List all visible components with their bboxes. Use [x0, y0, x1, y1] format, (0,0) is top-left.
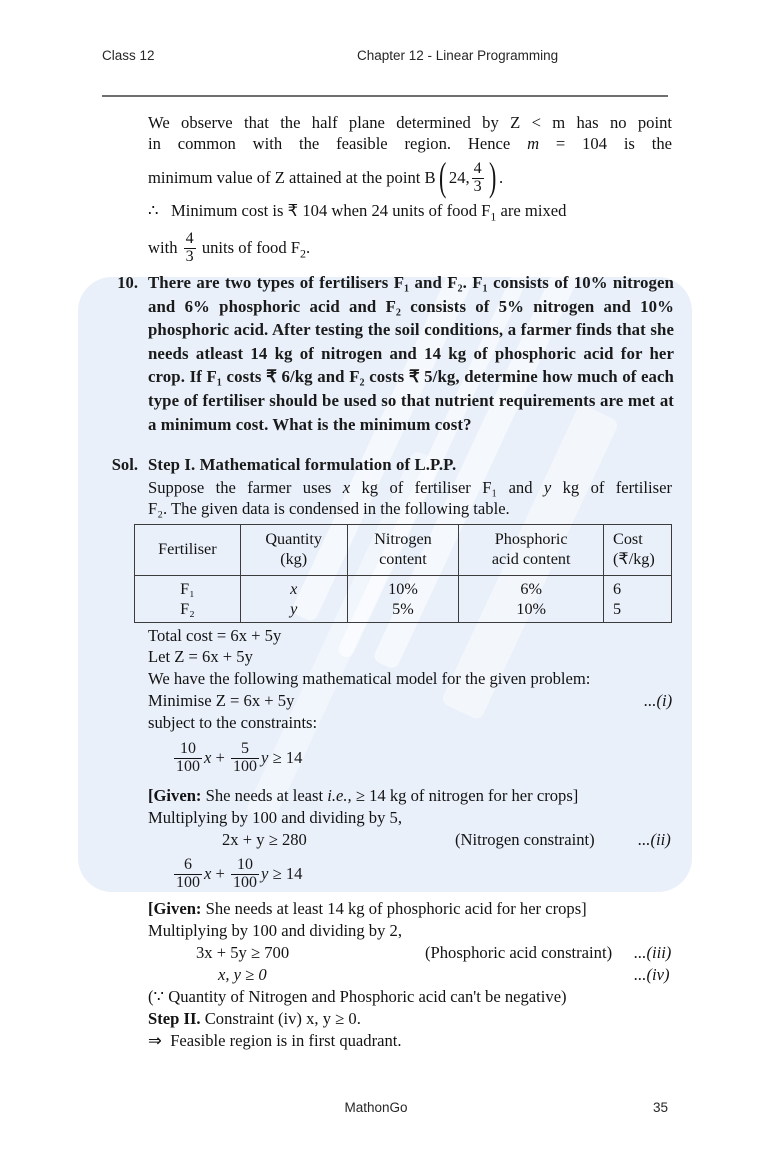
- therefore-symbol: ∴: [148, 201, 159, 220]
- fraction-numerator: 4: [185, 230, 194, 247]
- fraction-denominator: 100: [176, 873, 200, 891]
- relation-ge-14: ≥ 14: [272, 864, 303, 884]
- intro-line-2: [148, 133, 672, 154]
- fraction-10-100-b: [231, 857, 259, 892]
- fraction-four-thirds-2: [184, 231, 196, 266]
- cell-quantity-2: y: [240, 599, 347, 623]
- intro-mincost-b: are mixed: [496, 201, 567, 220]
- phosphoric-note: (Phosphoric acid constraint): [425, 943, 613, 962]
- fraction-denominator: 3: [185, 247, 194, 265]
- fraction-numerator: 6: [184, 856, 192, 873]
- phosphoric-result: 3x + 5y ≥ 700: [196, 943, 290, 962]
- given-text: She needs at least 14 kg of phosphoric acid for her crops]: [201, 899, 587, 918]
- intro-units-text: units of food F: [201, 238, 301, 258]
- table-header-nitrogen: [347, 525, 459, 576]
- variable-y: y: [261, 864, 269, 884]
- intro-mincost-a: Minimum cost is ₹ 104 when 24 units of food F: [171, 201, 491, 220]
- right-paren: ): [488, 153, 496, 199]
- table-header-phosphoric: [459, 525, 604, 576]
- variable-x: x: [342, 478, 351, 497]
- fraction-denominator: 100: [233, 873, 258, 891]
- solution-label: Sol.: [111, 455, 138, 474]
- given-text-b: ≥ 14 kg of nitrogen for her crops]: [351, 786, 579, 805]
- solution-heading-row: [104, 453, 674, 477]
- question-block: [104, 271, 674, 436]
- table-header-cost: [604, 525, 672, 576]
- fraction-numerator: 4: [473, 160, 482, 177]
- suppose-line-2: F₂. The given data is condensed in the following table.: [148, 499, 510, 518]
- implies-symbol: ⇒: [148, 1031, 162, 1050]
- brand-label: MathonGo: [344, 1100, 408, 1115]
- intro-line-4: [148, 200, 672, 227]
- nonnegativity-result: x, y ≥ 0: [218, 965, 267, 984]
- fraction-numerator: 10: [237, 856, 254, 873]
- page-number: 35: [652, 1100, 668, 1115]
- ie-abbrev: i.e.,: [327, 786, 352, 805]
- phosphoric-inequality: [172, 858, 302, 893]
- plus-sign: +: [215, 864, 225, 884]
- fraction-numerator: 10: [180, 740, 196, 757]
- intro-point-text: minimum value of Z attained at the point B: [148, 168, 436, 188]
- step-1-heading: Step I. Mathematical formulation of L.P.P.: [148, 455, 457, 474]
- running-head: [102, 48, 668, 63]
- given-label: [Given:: [148, 786, 202, 805]
- relation-ge-14: ≥ 14: [272, 748, 303, 768]
- nitrogen-inequality: [172, 742, 302, 777]
- equation-tag-iii: ...(iii): [634, 943, 672, 962]
- cell-nitrogen-2: 5%: [347, 599, 459, 623]
- cell-cost-2: 5: [604, 599, 672, 623]
- header-line-1: Quantity: [265, 530, 323, 548]
- equation-tag-i: ...(i): [644, 691, 673, 710]
- intro-line-3: [148, 153, 672, 199]
- variable-y: y: [261, 748, 269, 768]
- equation-tag-ii: ...(ii): [638, 830, 671, 849]
- header-line-2: (kg): [280, 549, 308, 568]
- question-text: There are two types of fertilisers F₁ and F₂. F₁ consists of 10% nitrogen and 6% phosphoric acid and F₂ consists of 5% nitrogen and 10% phosphoric acid. After testing the soil conditions, a farmer finds that she needs atleast 14 kg of nitrogen and 14 kg of phosphoric acid for her crop. If F₁ costs ₹ 6/kg and F₂ costs ₹ 5/kg, determine how much of each type of fertiliser should be used so that nutrient requirements are met at a minimum cost. What is the minimum cost?: [148, 273, 674, 434]
- given-label: [Given:: [148, 899, 202, 918]
- header-line-1: Fertiliser: [158, 539, 217, 558]
- suppose-text-b: kg of fertiliser F₁ and: [350, 478, 544, 497]
- suppose-text-c: kg of fertiliser: [551, 478, 672, 497]
- suppose-line-1: [148, 477, 672, 498]
- conclusion-line: [148, 1030, 402, 1051]
- table-row: [135, 599, 672, 623]
- header-line-2: acid content: [491, 549, 571, 568]
- cell-cost-1: 6: [604, 576, 672, 600]
- variable-x: x: [204, 748, 212, 768]
- table-header-fertiliser: [135, 525, 241, 576]
- let-z-line: Let Z = 6x + 5y: [148, 647, 253, 666]
- cell-phosphoric-1: 6%: [459, 576, 604, 600]
- header-line-2: (₹/kg): [613, 549, 655, 568]
- header-line-2: content: [379, 549, 427, 568]
- header-rule: [102, 95, 668, 97]
- fraction-5-100: [231, 741, 259, 776]
- header-line-1: Cost: [613, 530, 643, 548]
- question-number: 10.: [117, 273, 138, 292]
- fraction-denominator: 3: [473, 177, 482, 195]
- step-2-text: Constraint (iv) x, y ≥ 0.: [200, 1009, 361, 1028]
- fraction-denominator: 100: [233, 757, 258, 775]
- nitrogen-given-line: [148, 785, 672, 806]
- cell-nitrogen-1: 10%: [347, 576, 459, 600]
- food-subscript-2: 2: [300, 246, 306, 261]
- intro-with-text: with: [148, 238, 178, 258]
- chapter-label: Chapter 12 - Linear Programming: [357, 48, 559, 63]
- left-paren: (: [438, 153, 446, 199]
- fraction-four-thirds: [472, 161, 484, 196]
- cell-quantity-1: x: [240, 576, 347, 600]
- subject-to-line: subject to the constraints:: [148, 713, 318, 732]
- fraction-6-100: [174, 857, 202, 892]
- cell-fertiliser-1: F₁: [135, 576, 241, 600]
- intro-line-5: [148, 232, 672, 267]
- class-label: Class 12: [102, 48, 155, 63]
- minimise-line: Minimise Z = 6x + 5y: [148, 691, 295, 710]
- intro-end-period: .: [305, 238, 311, 258]
- page-footer: [102, 1100, 668, 1115]
- nitrogen-result: 2x + y ≥ 280: [222, 830, 307, 849]
- suppose-text-a: Suppose the farmer uses: [148, 478, 343, 497]
- table-row: [135, 576, 672, 600]
- fraction-10-100: [174, 741, 202, 776]
- variable-x: x: [204, 864, 212, 884]
- plus-sign: +: [215, 748, 225, 768]
- nonnegativity-reason: (∵ Quantity of Nitrogen and Phosphoric acid can't be negative): [148, 987, 567, 1006]
- food-subscript-1: 1: [490, 209, 497, 224]
- header-line-1: Phosphoric: [494, 530, 568, 548]
- intro-line-1: We observe that the half plane determined by Z < m has no point: [148, 113, 672, 132]
- phosphoric-given-line: [148, 898, 672, 919]
- nitrogen-note: (Nitrogen constraint): [455, 830, 595, 849]
- step-2-label: Step II.: [148, 1009, 201, 1028]
- table-header-quantity: [240, 525, 347, 576]
- model-line: We have the following mathematical model for the given problem:: [148, 669, 591, 688]
- header-line-1: Nitrogen: [374, 530, 432, 548]
- intro-line-2c: = 104 is the: [539, 134, 672, 153]
- fraction-denominator: 100: [176, 757, 200, 775]
- intro-m-symbol: m: [527, 134, 540, 153]
- step-2-line: [148, 1008, 361, 1029]
- equation-tag-iv: ...(iv): [634, 965, 670, 984]
- cell-fertiliser-2: F₂: [135, 599, 241, 623]
- intro-period: .: [498, 168, 504, 188]
- fertiliser-table: [134, 524, 672, 623]
- total-cost-line: Total cost = 6x + 5y: [148, 626, 282, 645]
- intro-line-2a: in common with the feasible region. Hence: [148, 134, 528, 153]
- given-text-a: She needs at least: [201, 786, 328, 805]
- fraction-numerator: 5: [241, 740, 250, 757]
- nitrogen-multiply-line: Multiplying by 100 and dividing by 5,: [148, 808, 402, 827]
- table-header-row: [135, 525, 672, 576]
- variable-y: y: [543, 478, 552, 497]
- cell-phosphoric-2: 10%: [459, 599, 604, 623]
- conclusion-text: Feasible region is in first quadrant.: [170, 1031, 402, 1050]
- intro-pair-x: 24,: [448, 168, 470, 188]
- phosphoric-multiply-line: Multiplying by 100 and dividing by 2,: [148, 921, 402, 940]
